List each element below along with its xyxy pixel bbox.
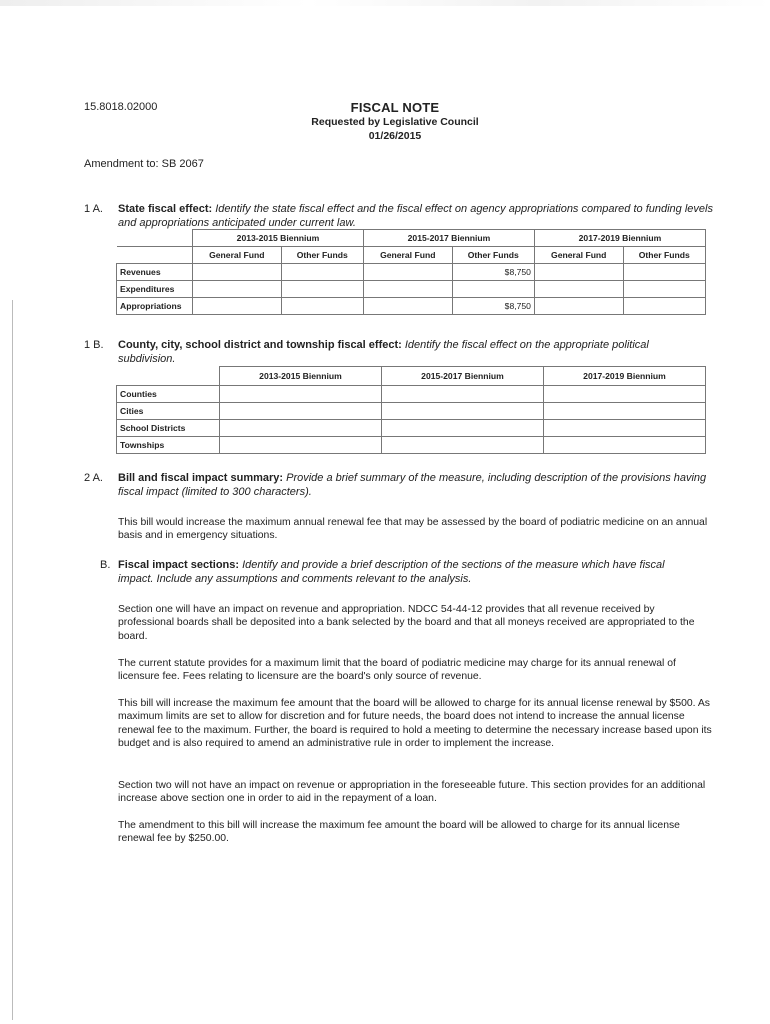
- corner-cell: [117, 230, 193, 247]
- table-cell: [534, 264, 623, 281]
- table-cell: [452, 281, 534, 298]
- table-cell: [382, 402, 544, 419]
- table-cell: [544, 402, 706, 419]
- section-1b-number: 1 B.: [84, 339, 104, 351]
- corner-cell: [117, 367, 220, 386]
- row-label: Expenditures: [117, 281, 193, 298]
- table-cell: [220, 436, 382, 453]
- table-cell: [534, 298, 623, 315]
- table-cell: $8,750: [452, 264, 534, 281]
- table-cell: [220, 385, 382, 402]
- fund-header: General Fund: [193, 247, 282, 264]
- table-cell: [363, 264, 452, 281]
- table-cell: [382, 419, 544, 436]
- biennium-header: 2015-2017 Biennium: [363, 230, 534, 247]
- table-cell: [281, 264, 363, 281]
- summary-paragraph: This bill would increase the maximum annual renewal fee that may be assessed by the board of podiatric medicine on an annual basis and in emergency situations.: [118, 517, 708, 542]
- section-1b-heading: [118, 339, 688, 366]
- section-2a-title: Bill and fiscal impact summary:: [118, 472, 284, 484]
- impact-paragraph: Section one will have an impact on revenue and appropriation. NDCC 54-44-12 provides that all revenue received by professional boards shall be deposited into a bank selected by the board and that all moneys received are appropriated to the board.: [118, 604, 695, 642]
- row-label: Townships: [117, 436, 220, 453]
- fund-header: Other Funds: [452, 247, 534, 264]
- fund-header: Other Funds: [281, 247, 363, 264]
- requested-by: Requested by Legislative Council: [311, 116, 479, 128]
- section-1a-instruction: Identify the state fiscal effect and the fiscal effect on agency appropriations compared to funding levels and appropriations anticipated under current law.: [118, 203, 713, 229]
- table-cell: [193, 264, 282, 281]
- section-1a-heading: [118, 203, 718, 230]
- section-1a-title: State fiscal effect:: [118, 203, 213, 215]
- table-cell: [382, 436, 544, 453]
- biennium-header: 2017-2019 Biennium: [534, 230, 705, 247]
- scan-margin-line: [12, 300, 13, 1020]
- state-fiscal-effect-table: [116, 229, 706, 315]
- table-row: [117, 385, 706, 402]
- row-label: School Districts: [117, 419, 220, 436]
- row-label: Counties: [117, 385, 220, 402]
- table-cell: [544, 385, 706, 402]
- section-2a-heading: [118, 472, 708, 499]
- table-row: [117, 436, 706, 453]
- corner-cell: [117, 247, 193, 264]
- table-cell: [382, 385, 544, 402]
- table-cell: [534, 281, 623, 298]
- table-cell: [623, 298, 705, 315]
- biennium-header: 2013-2015 Biennium: [220, 367, 382, 386]
- biennium-header: 2017-2019 Biennium: [544, 367, 706, 386]
- title-block: [250, 100, 540, 143]
- row-label: Cities: [117, 402, 220, 419]
- row-label: Appropriations: [117, 298, 193, 315]
- impact-paragraph: This bill will increase the maximum fee amount that the board will be allowed to charge for its annual license renewal by $500. As maximum limits are set to allow for discretion and for future needs, the board does not intend to increase the annual license renewal fee to the maximum. Further, the board is required to hold a meeting to determine the necessary increase based upon its budget and is also required to amend an administrative rule in order to implement the increase.: [118, 698, 712, 750]
- impact-paragraph: The amendment to this bill will increase the maximum fee amount the board will be allowed to charge for its annual license renewal fee by $250.00.: [118, 820, 680, 845]
- local-fiscal-effect-table: [116, 366, 706, 454]
- section-2b-heading: [118, 559, 698, 586]
- table-cell: [623, 281, 705, 298]
- table-cell: [363, 298, 452, 315]
- section-2a-number: 2 A.: [84, 472, 103, 484]
- section-1b-instruction: Identify the fiscal effect on the appropriate political subdivision.: [118, 339, 649, 365]
- table-row: [117, 298, 706, 315]
- table-cell: $8,750: [452, 298, 534, 315]
- biennium-header: 2015-2017 Biennium: [382, 367, 544, 386]
- table-cell: [193, 281, 282, 298]
- document-id: 15.8018.02000: [84, 101, 158, 113]
- table-cell: [220, 402, 382, 419]
- section-1b-title: County, city, school district and township fiscal effect:: [118, 339, 402, 351]
- table-cell: [623, 264, 705, 281]
- table-cell: [193, 298, 282, 315]
- page-title: FISCAL NOTE: [350, 100, 440, 115]
- fund-header: General Fund: [534, 247, 623, 264]
- table-row: [117, 264, 706, 281]
- row-label: Revenues: [117, 264, 193, 281]
- impact-paragraph: Section two will not have an impact on revenue or appropriation in the foreseeable future. This section provides for an additional increase above section one in order to aid in the repayment of a loan.: [118, 780, 706, 805]
- table-cell: [281, 281, 363, 298]
- impact-paragraph: The current statute provides for a maximum limit that the board of podiatric medicine may charge for its annual renewal of licensure fee. Fees relating to licensure are the board's only source of revenue.: [118, 658, 676, 683]
- table-row: [117, 281, 706, 298]
- table-cell: [220, 419, 382, 436]
- note-date: 01/26/2015: [368, 130, 422, 142]
- section-2b-title: Fiscal impact sections:: [118, 559, 240, 571]
- section-2a-instruction: Provide a brief summary of the measure, including description of the provisions having fiscal impact (limited to 300 characters).: [118, 472, 707, 498]
- table-cell: [544, 419, 706, 436]
- biennium-header: 2013-2015 Biennium: [193, 230, 364, 247]
- table-row: [117, 402, 706, 419]
- table-cell: [281, 298, 363, 315]
- table-row: [117, 419, 706, 436]
- amendment-line: Amendment to: SB 2067: [84, 158, 204, 170]
- table-cell: [363, 281, 452, 298]
- scan-edge: [0, 0, 770, 6]
- section-2b-number: B.: [100, 559, 111, 571]
- section-2b-instruction: Identify and provide a brief description of the sections of the measure which have fiscal impact. Include any assumptions and comments relevant to the analysis.: [118, 559, 665, 585]
- fund-header: General Fund: [363, 247, 452, 264]
- table-cell: [544, 436, 706, 453]
- section-1a-number: 1 A.: [84, 203, 103, 215]
- fund-header: Other Funds: [623, 247, 705, 264]
